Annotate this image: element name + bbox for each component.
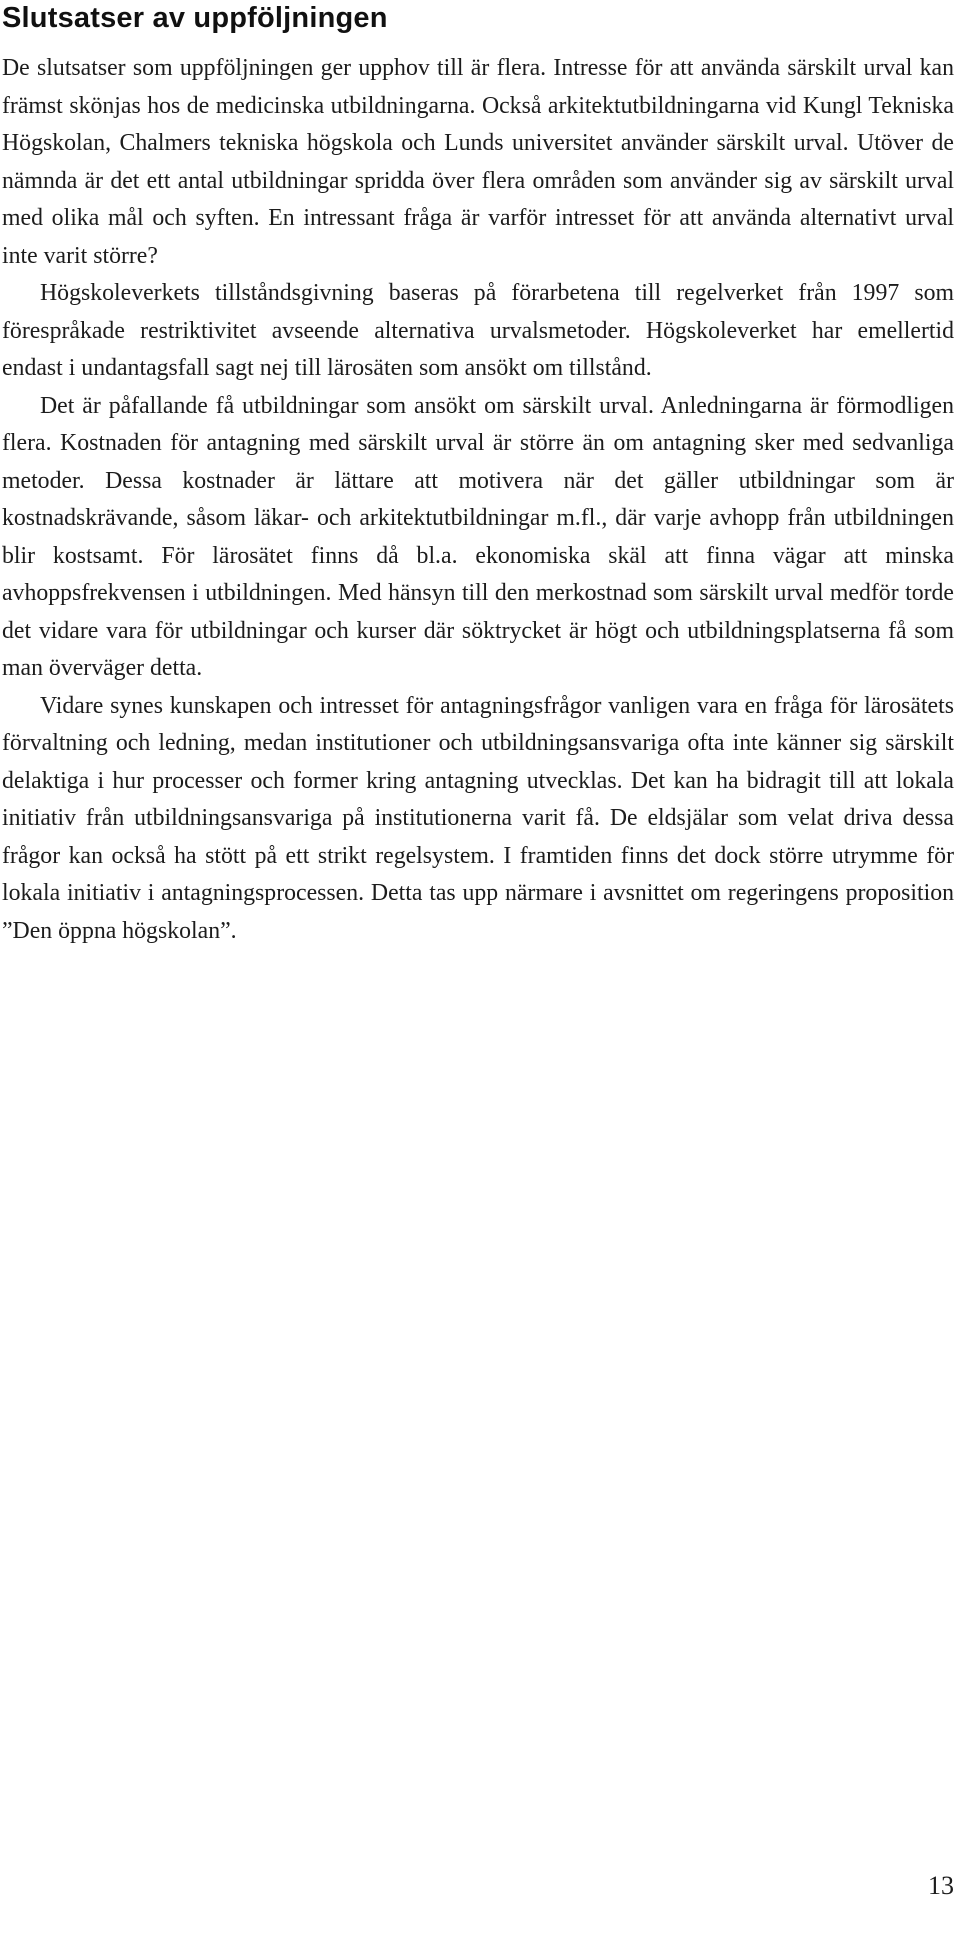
page-number: 13 [928,1871,954,1900]
section-heading: Slutsatser av uppföljningen [2,2,388,34]
paragraph-4: Vidare synes kunskapen och intresset för antagningsfrågor vanligen vara en fråga för lärosätets förvaltning och ledning, medan institutioner och utbildningsansvariga ofta inte känner sig särskilt delaktiga i hur processer och former kring antagning utvecklas. Det kan ha bidragit till att lokala initiativ från utbildningsansvariga på institutionerna varit få. De eldsjälar som velat driva dessa frågor kan också ha stött på ett strikt regelsystem. I framtiden finns det dock större utrymme för lokala initiativ i antagningsprocessen. Detta tas upp närmare i avsnittet om regeringens proposition ”Den öppna högskolan”. [2,692,954,944]
paragraph-1: De slutsatser som uppföljningen ger upphov till är flera. Intresse för att använda särskilt urval kan främst skönjas hos de medicinska utbildningarna. Också arkitektutbildningarna vid Kungl Tekniska Högskolan, Chalmers tekniska högskola och Lunds universitet använder särskilt urval. Utöver de nämnda är det ett antal utbildningar spridda över flera områden som använder sig av särskilt urval med olika mål och syften. En intressant fråga är varför intresset för att använda alternativt urval inte varit större? [2,55,954,269]
body-text [2,50,954,950]
paragraph-2: Högskoleverkets tillståndsgivning baseras på förarbetena till regelverket från 1997 som förespråkade restriktivitet avseende alternativa urvalsmetoder. Högskoleverket har emellertid endast i undantagsfall sagt nej till lärosäten som ansökt om tillstånd. [2,280,954,381]
paragraph-3: Det är påfallande få utbildningar som ansökt om särskilt urval. Anledningarna är förmodligen flera. Kostnaden för antagning med särskilt urval är större än om antagning sker med sedvanliga metoder. Dessa kostnader är lättare att motivera när det gäller utbildningar som är kostnadskrävande, såsom läkar- och arkitektutbildningar m.fl., där varje avhopp från utbildningen blir kostsamt. För lärosätet finns då bl.a. ekonomiska skäl att finna vägar att minska avhoppsfrekvensen i utbildningen. Med hänsyn till den merkostnad som särskilt urval medför torde det vidare vara för utbildningar och kurser där söktrycket är högt och utbildningsplatserna få som man överväger detta. [2,392,954,681]
